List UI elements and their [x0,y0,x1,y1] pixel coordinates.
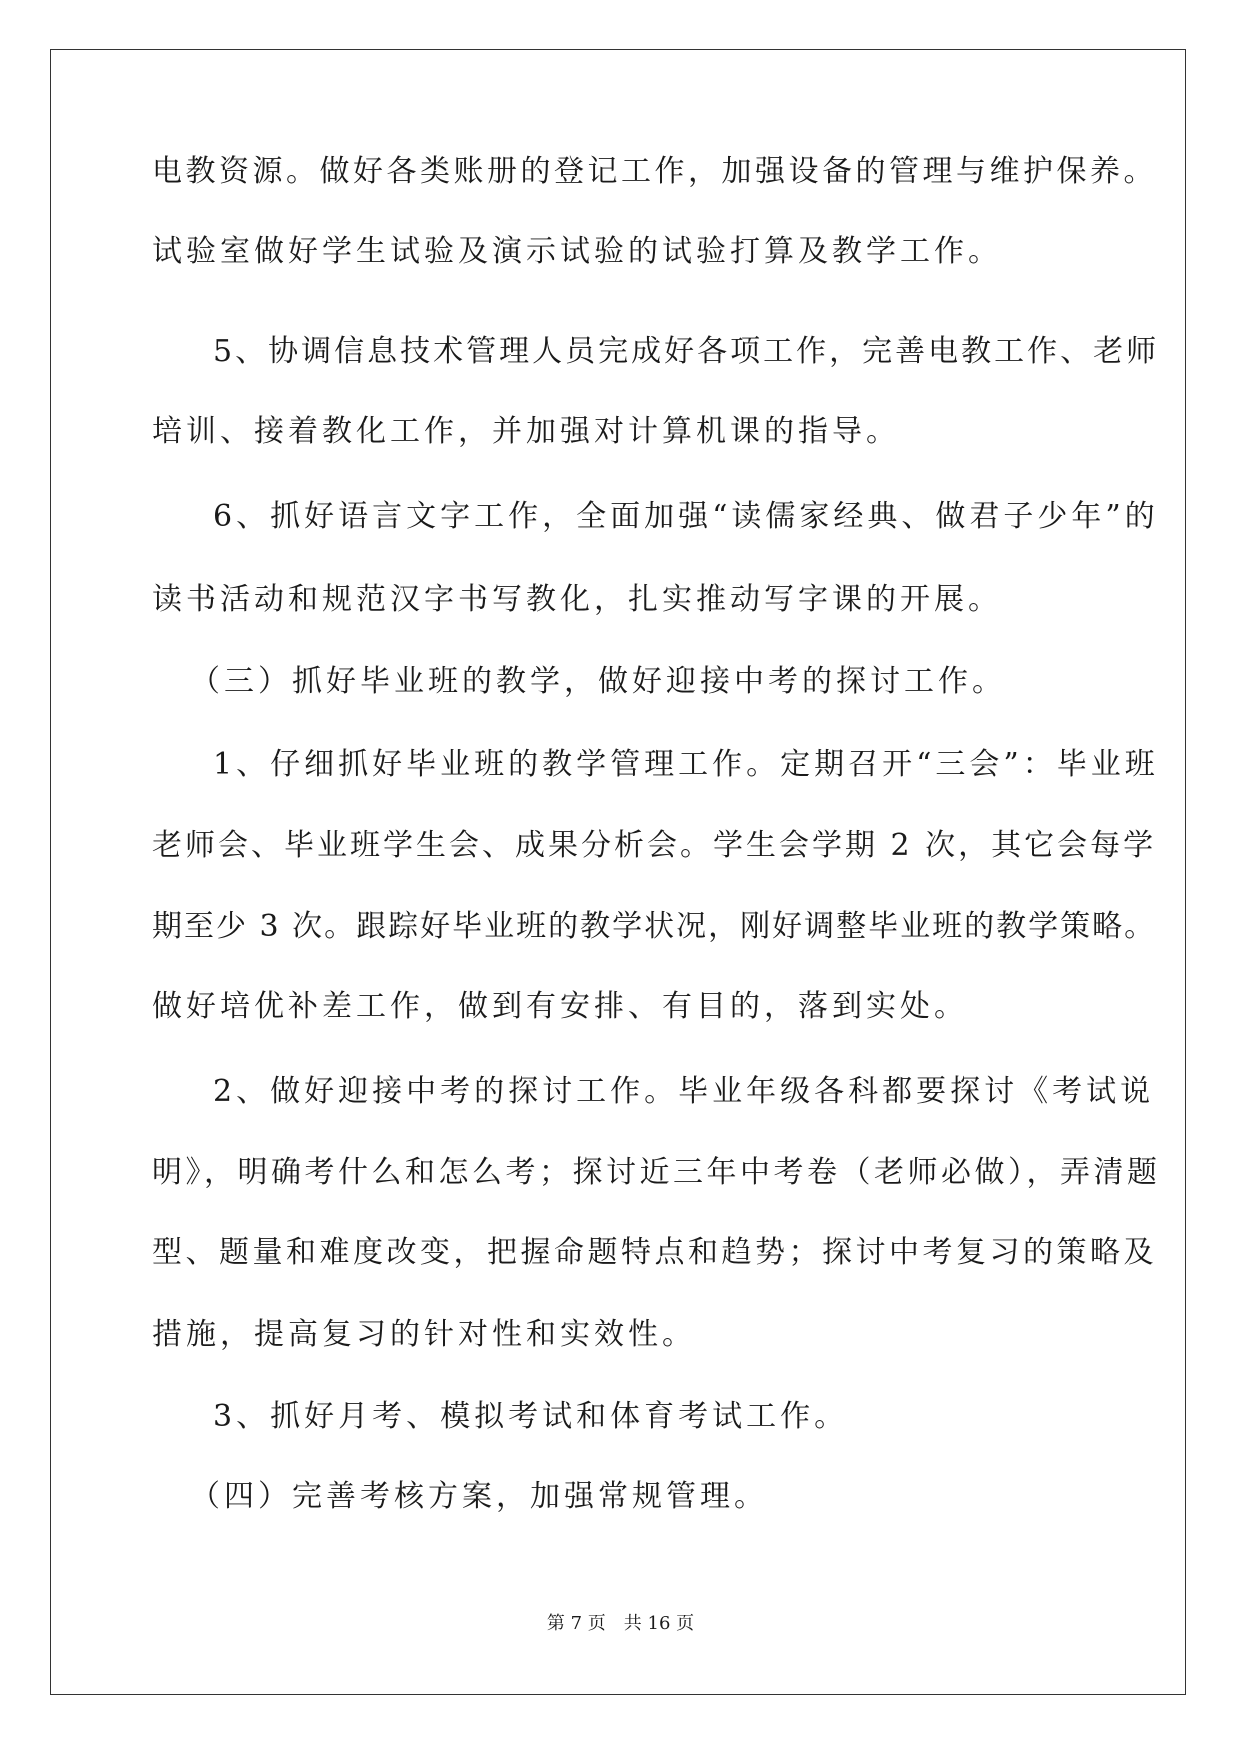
section-heading: （三）抓好毕业班的教学，做好迎接中考的探讨工作。 [190,664,1006,699]
text-line: 明》，明确考什么和怎么考；探讨近三年中考卷（老师必做），弄清题 [152,1155,1161,1190]
text-line: 试验室做好学生试验及演示试验的试验打算及教学工作。 [152,234,1002,269]
text-line: 读书活动和规范汉字书写教化，扎实推动写字课的开展。 [152,582,1002,617]
text-line: 老师会、毕业班学生会、成果分析会。学生会学期 2 次，其它会每学 [152,828,1157,863]
text-line: 2、做好迎接中考的探讨工作。毕业年级各科都要探讨《考试说 [213,1074,1155,1109]
text-line: 3、抓好月考、模拟考试和体育考试工作。 [213,1399,849,1434]
text-line: 措施，提高复习的针对性和实效性。 [152,1317,696,1352]
text-line: 型、题量和难度改变，把握命题特点和趋势；探讨中考复习的策略及 [152,1235,1157,1270]
text-line: 1、仔细抓好毕业班的教学管理工作。定期召开“三会”：毕业班 [213,747,1159,782]
text-line: 做好培优补差工作，做到有安排、有目的，落到实处。 [152,989,968,1024]
text-line: 5、协调信息技术管理人员完成好各项工作，完善电教工作、老师 [213,334,1160,369]
text-line: 6、抓好语言文字工作，全面加强“读儒家经典、做君子少年”的 [213,499,1159,534]
text-line: 培训、接着教化工作，并加强对计算机课的指导。 [152,414,900,449]
page-border [50,49,1186,1695]
text-line: 期至少 3 次。跟踪好毕业班的教学状况，刚好调整毕业班的教学策略。 [152,909,1157,944]
page-number: 第 7 页 共 16 页 [546,1613,695,1634]
text-line: 电教资源。做好各类账册的登记工作，加强设备的管理与维护保养。 [152,154,1157,189]
section-heading: （四）完善考核方案，加强常规管理。 [190,1479,768,1514]
